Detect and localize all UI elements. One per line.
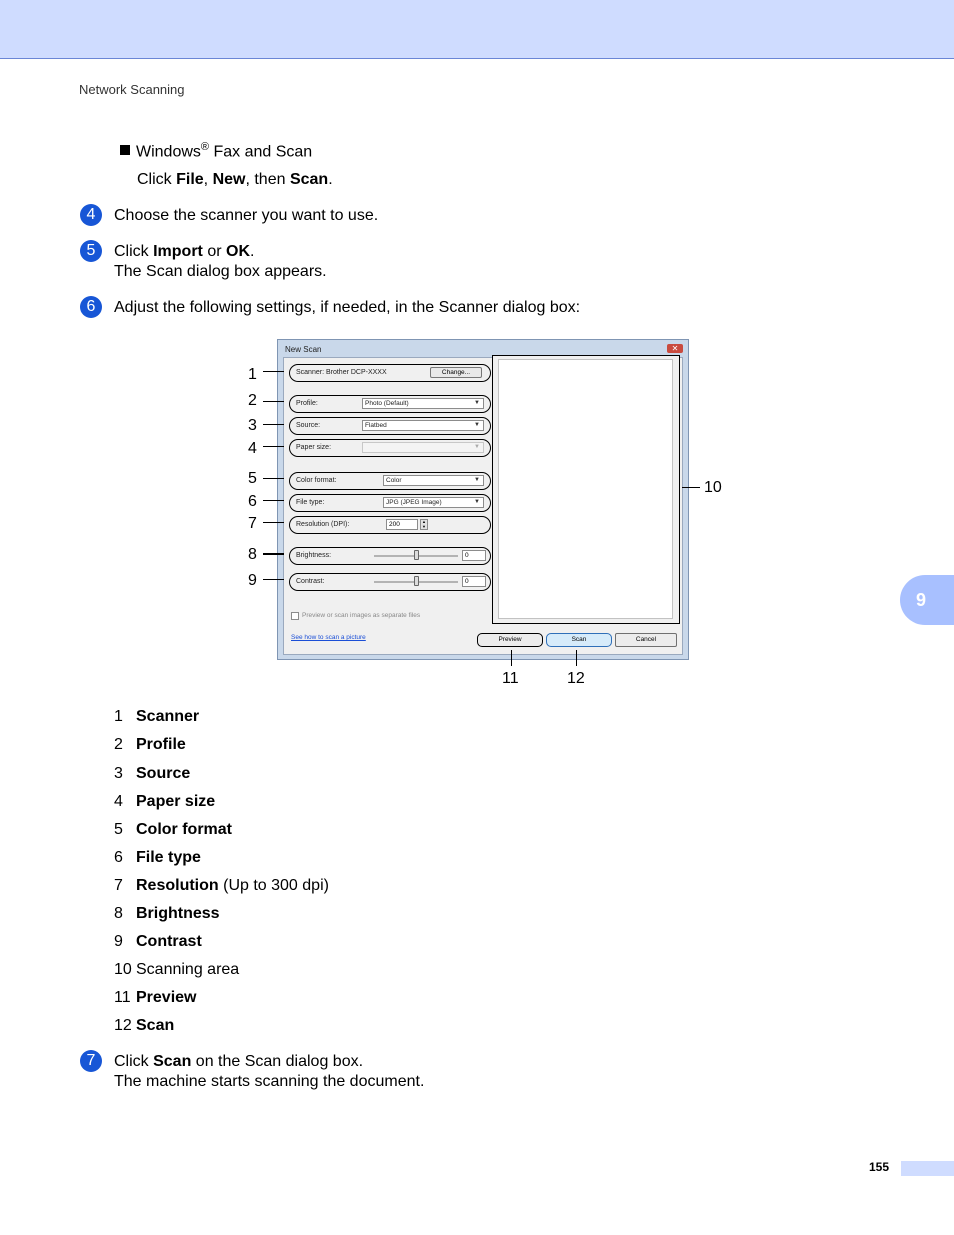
resolution-label: Resolution (DPI): xyxy=(296,521,350,528)
scanning-area xyxy=(498,359,673,619)
scan-button[interactable]: Scan xyxy=(546,633,612,647)
leader-line xyxy=(263,478,284,479)
dropdown-arrow-icon: ▼ xyxy=(474,400,480,406)
resolution-input[interactable]: 200 xyxy=(386,519,418,530)
resolution-row xyxy=(289,516,491,534)
separate-files-label: Preview or scan images as separate files xyxy=(302,612,421,619)
legend-item: 12 Scan xyxy=(114,1017,175,1034)
page-number: 155 xyxy=(869,1160,890,1174)
paper-size-row xyxy=(289,439,491,457)
step-number-badge: 6 xyxy=(80,296,102,318)
step-number-badge: 4 xyxy=(80,204,102,226)
click-file-new-scan: Click File, New, then Scan. xyxy=(137,171,333,188)
new-scan-dialog xyxy=(277,339,689,660)
callout-1: 1 xyxy=(248,366,257,383)
separate-files-checkbox[interactable] xyxy=(291,612,299,620)
dropdown-arrow-icon: ▼ xyxy=(474,477,480,483)
leader-line xyxy=(511,650,512,666)
profile-label: Profile: xyxy=(296,400,318,407)
close-icon[interactable]: ✕ xyxy=(667,344,683,353)
callout-7: 7 xyxy=(248,515,257,532)
leader-line xyxy=(682,487,700,488)
callout-9: 9 xyxy=(248,572,257,589)
callout-2: 2 xyxy=(248,392,257,409)
legend-item: 9 Contrast xyxy=(114,933,202,950)
step-text: Click Import or OK. The Scan dialog box appears. xyxy=(114,243,327,280)
legend-item: 1 Scanner xyxy=(114,708,200,725)
profile-select[interactable]: Photo (Default) ▼ xyxy=(362,398,484,409)
leader-line xyxy=(263,522,284,523)
legend-item: 4 Paper size xyxy=(114,793,216,810)
source-select[interactable]: Flatbed ▼ xyxy=(362,420,484,431)
legend-item: 7 Resolution (Up to 300 dpi) xyxy=(114,877,329,894)
legend-item: 10 Scanning area xyxy=(114,961,240,978)
paper-size-select[interactable] xyxy=(362,442,484,453)
color-format-label: Color format: xyxy=(296,477,337,484)
file-type-label: File type: xyxy=(296,499,325,506)
leader-line xyxy=(263,579,284,580)
scanner-label: Scanner: Brother DCP-XXXX xyxy=(296,369,387,376)
callout-3: 3 xyxy=(248,417,257,434)
file-type-row xyxy=(289,494,491,512)
spin-down-icon[interactable]: ▼ xyxy=(422,523,426,529)
contrast-row xyxy=(289,573,491,591)
dialog-body xyxy=(283,357,683,655)
scanner-row xyxy=(289,364,491,382)
dropdown-arrow-icon: ▼ xyxy=(474,444,480,450)
callout-4: 4 xyxy=(248,440,257,457)
square-bullet-icon xyxy=(120,145,130,155)
step-text: Click Scan on the Scan dialog box. The machine starts scanning the document. xyxy=(114,1053,425,1090)
step-text: Adjust the following settings, if needed, in the Scanner dialog box: xyxy=(114,299,581,316)
brightness-slider-thumb[interactable] xyxy=(414,550,419,560)
legend-item: 11 Preview xyxy=(114,989,197,1006)
contrast-label: Contrast: xyxy=(296,578,325,585)
scanning-area-frame xyxy=(492,355,680,624)
leader-line xyxy=(263,446,284,447)
brightness-label: Brightness: xyxy=(296,552,332,559)
spin-up-icon[interactable]: ▲ xyxy=(422,519,426,524)
chapter-tab: 9 xyxy=(900,575,954,625)
file-type-select[interactable]: JPG (JPEG Image) ▼ xyxy=(383,497,484,508)
leader-line xyxy=(263,371,284,372)
color-format-row xyxy=(289,472,491,490)
dropdown-arrow-icon: ▼ xyxy=(474,422,480,428)
profile-row xyxy=(289,395,491,413)
how-to-scan-link[interactable]: See how to scan a picture xyxy=(291,634,366,641)
preview-button[interactable]: Preview xyxy=(477,633,543,647)
running-head: Network Scanning xyxy=(79,82,185,97)
legend-item: 3 Source xyxy=(114,765,191,782)
dropdown-arrow-icon: ▼ xyxy=(474,499,480,505)
leader-line xyxy=(263,500,284,501)
callout-10: 10 xyxy=(704,479,722,496)
bullet-windows-fax-scan: Windows® Fax and Scan xyxy=(120,141,312,161)
callout-12: 12 xyxy=(567,670,585,687)
contrast-slider-thumb[interactable] xyxy=(414,576,419,586)
source-row xyxy=(289,417,491,435)
source-label: Source: xyxy=(296,422,321,429)
page-number-bar xyxy=(901,1161,954,1176)
callout-11: 11 xyxy=(502,670,519,687)
callout-5: 5 xyxy=(248,470,257,487)
step-text: Choose the scanner you want to use. xyxy=(114,207,379,224)
resolution-spinner[interactable] xyxy=(420,519,428,530)
callout-6: 6 xyxy=(248,493,257,510)
callout-8: 8 xyxy=(248,546,257,563)
change-button[interactable]: Change... xyxy=(430,367,482,378)
cancel-button[interactable]: Cancel xyxy=(615,633,677,647)
legend-item: 2 Profile xyxy=(114,736,186,753)
brightness-row xyxy=(289,547,491,565)
dialog-title: New Scan xyxy=(285,345,322,354)
leader-line xyxy=(576,650,577,666)
contrast-value[interactable]: 0 xyxy=(462,576,486,587)
legend-item: 5 Color format xyxy=(114,821,232,838)
leader-line xyxy=(263,401,284,402)
color-format-select[interactable]: Color ▼ xyxy=(383,475,484,486)
legend-item: 6 File type xyxy=(114,849,201,866)
brightness-value[interactable]: 0 xyxy=(462,550,486,561)
leader-line xyxy=(263,553,284,555)
paper-size-label: Paper size: xyxy=(296,444,332,451)
step-number-badge: 7 xyxy=(80,1050,102,1072)
legend-item: 8 Brightness xyxy=(114,905,220,922)
header-band xyxy=(0,0,954,59)
step-number-badge: 5 xyxy=(80,240,102,262)
leader-line xyxy=(263,424,284,425)
